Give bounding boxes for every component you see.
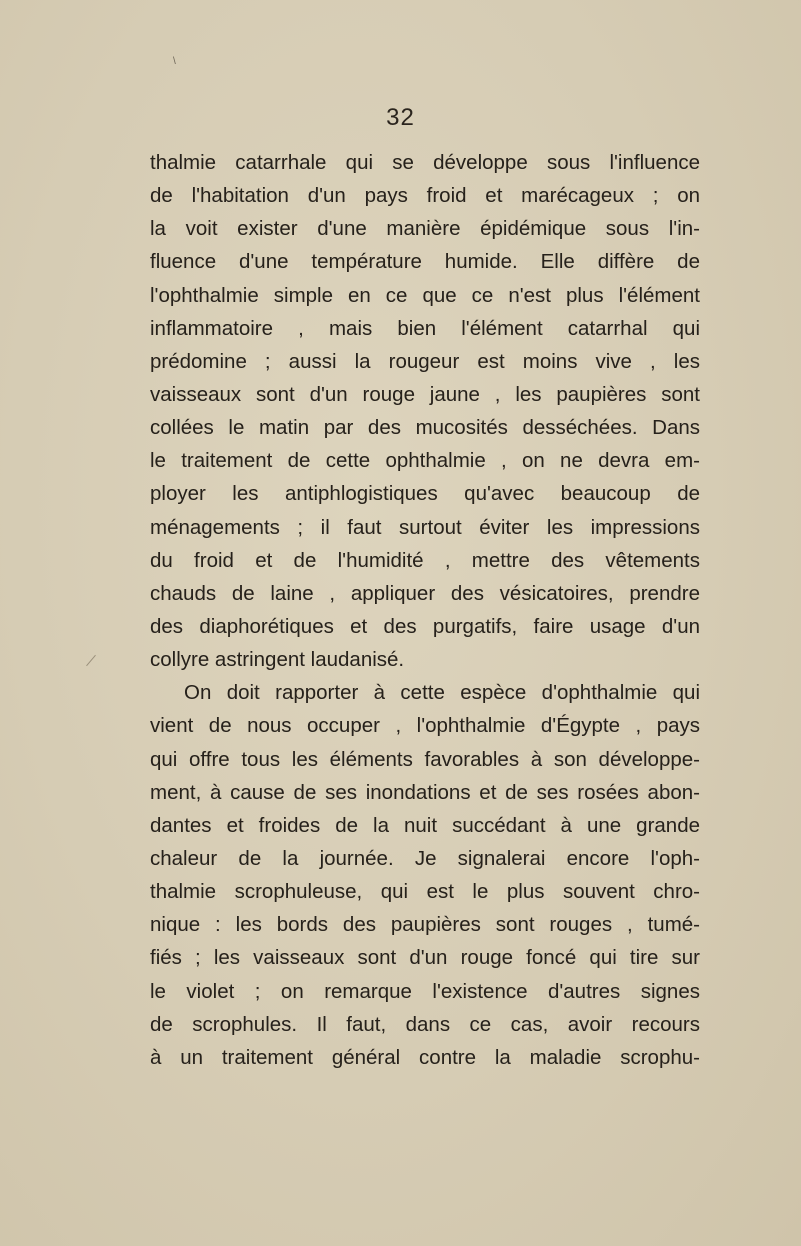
text-line: fluence d'une température humide. Elle diffère de [150, 250, 700, 274]
text-line: qui offre tous les éléments favorables à son développe- [150, 747, 700, 771]
text-line: fiés ; les vaisseaux sont d'un rouge foncé qui tire sur [150, 946, 700, 970]
text-line: chauds de laine , appliquer des vésicatoires, prendre [150, 581, 700, 605]
text-line: vaisseaux sont d'un rouge jaune , les paupières sont [150, 382, 700, 406]
text-line: chaleur de la journée. Je signalerai encore l'oph- [150, 846, 700, 870]
text-line: nique : les bords des paupières sont rouges , tumé- [150, 913, 700, 937]
text-line: prédomine ; aussi la rougeur est moins vive , les [150, 349, 700, 373]
text-line: thalmie scrophuleuse, qui est le plus souvent chro- [150, 880, 700, 904]
page-number: 32 [386, 104, 415, 131]
text-line: inflammatoire , mais bien l'élément catarrhal qui [150, 316, 700, 340]
text-line: de scrophules. Il faut, dans ce cas, avoir recours [150, 1012, 700, 1036]
text-line: On doit rapporter à cette espèce d'ophthalmie qui [184, 681, 700, 705]
text-line: ménagements ; il faut surtout éviter les impressions [150, 515, 700, 539]
body-text [150, 146, 700, 1074]
margin-pencil-mark [86, 655, 96, 666]
text-line: le violet ; on remarque l'existence d'autres signes [150, 979, 700, 1003]
text-line: thalmie catarrhale qui se développe sous l'influence [150, 151, 700, 174]
text-line: l'ophthalmie simple en ce que ce n'est plus l'élément [150, 283, 700, 307]
text-line: dantes et froides de la nuit succédant à une grande [150, 813, 700, 837]
text-line: la voit exister d'une manière épidémique sous l'in- [150, 217, 700, 241]
text-line: collyre astringent laudanisé. [150, 648, 405, 672]
text-line: de l'habitation d'un pays froid et marécageux ; on [150, 184, 700, 208]
text-line: ployer les antiphlogistiques qu'avec beaucoup de [150, 482, 700, 506]
text-line: vient de nous occuper , l'ophthalmie d'Égypte , pays [150, 714, 700, 738]
text-line: des diaphorétiques et des purgatifs, faire usage d'un [150, 614, 700, 638]
text-line: le traitement de cette ophthalmie , on ne devra em- [150, 449, 700, 473]
corner-mark: \ [173, 56, 176, 67]
text-line: à un traitement général contre la maladie scrophu- [150, 1045, 700, 1069]
text-line: collées le matin par des mucosités desséchées. Dans [150, 416, 700, 440]
text-line: du froid et de l'humidité , mettre des vêtements [150, 548, 700, 572]
text-line: ment, à cause de ses inondations et de ses rosées abon- [150, 780, 700, 804]
